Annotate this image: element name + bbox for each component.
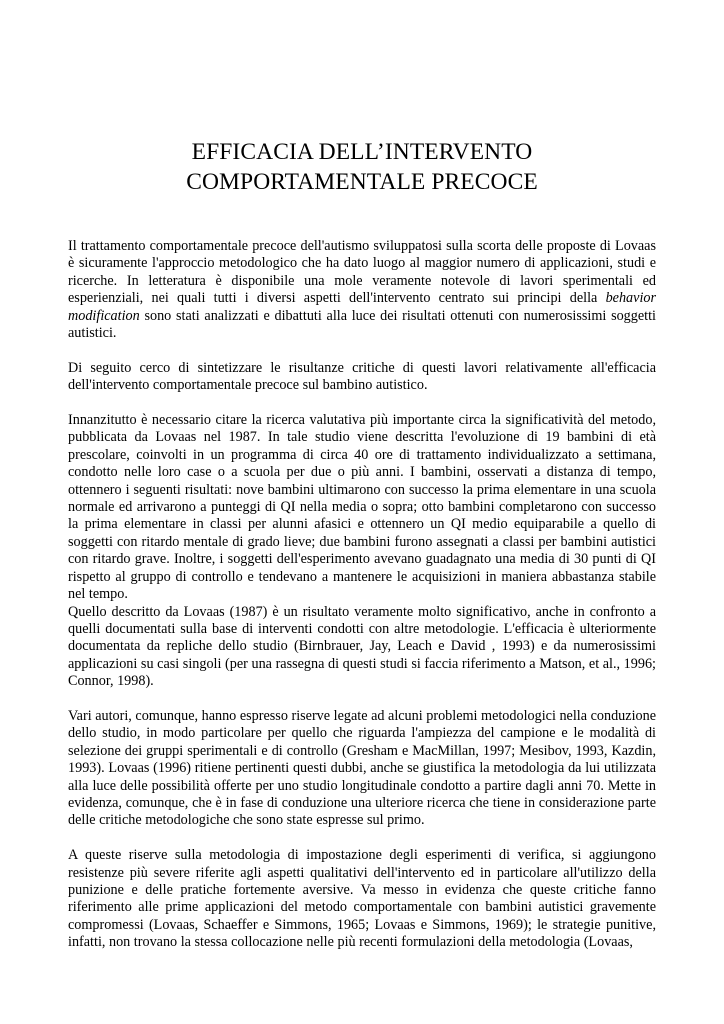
italic-term: behavior modification <box>68 290 656 324</box>
paragraph-intro <box>68 238 656 342</box>
paragraph-lovaas-study: Innanzitutto è necessario citare la ricerca valutativa più importante circa la significatività del metodo, pubblicata da Lovaas nel 1987. In tale studio viene descritta l'evoluzione di 19 bambini di età prescolare, coinvolti in un programma di circa 40 ore di trattamento individualizzato a settimana, condotto nelle loro case o a scuola per due o più anni. I bambini, osservati a distanza di tempo, ottennero i seguenti risultati: nove bambini ultimarono con successo la prima elementare in una scuola normale ed arrivarono a punteggi di QI nella media o sopra; otto bambini completarono con successo la prima elementare in classi per alunni afasici e ottennero un QI medio equiparabile a quello di soggetti con ritardo mentale di grado lieve; due bambini furono assegnati a classi per bambini autistici con ritardo grave. Inoltre, i soggetti dell'esperimento avevano guadagnato una media di 30 punti di QI rispetto al gruppo di controllo e tendevano a mantenere le acquisizioni in maniera abbastanza stabile nel tempo. <box>68 412 656 603</box>
title-line-2: COMPORTAMENTALE PRECOCE <box>186 169 538 195</box>
document-title <box>0 137 724 197</box>
paragraph-summary: Di seguito cerco di sintetizzare le risultanze critiche di questi lavori relativamente all'efficacia dell'intervento comportamentale precoce sul bambino autistico. <box>68 359 656 394</box>
document-body <box>68 238 656 969</box>
paragraph-replications: Quello descritto da Lovaas (1987) è un risultato veramente molto significativo, anche in confronto a quelli documentati sulla base di interventi condotti con altre metodologie. L'efficacia è ulteriormente documentata da repliche dello studio (Birnbrauer, Jay, Leach e David , 1993) e da numerosissimi applicazioni su casi singoli (per una rassegna di questi studi si faccia riferimento a Matson, et al., 1996; Connor, 1998). <box>68 603 656 690</box>
paragraph-aversive-practices: A queste riserve sulla metodologia di impostazione degli esperimenti di verifica, si aggiungono resistenze più severe riferite agli aspetti qualitativi dell'intervento ed in particolare all'utilizzo della punizione e delle pratiche fortemente aversive. Va messo in evidenza che queste critiche fanno riferimento alle prime applicazioni del metodo comportamentale con bambini autistici gravemente compromessi (Lovaas, Schaeffer e Simmons, 1965; Lovaas e Simmons, 1969); le strategie punitive, infatti, non trovano la stessa collocazione nelle più recenti formulazioni della metodologia (Lovaas, <box>68 847 656 951</box>
paragraph-methodological-critiques: Vari autori, comunque, hanno espresso riserve legate ad alcuni problemi metodologici nella conduzione dello studio, in modo particolare per quello che riguarda l'ampiezza del campione e le modalità di selezione dei gruppi sperimentali e di controllo (Gresham e MacMillan, 1997; Mesibov, 1993, Kazdin, 1993). Lovaas (1996) ritiene pertinenti questi dubbi, anche se giustifica la metodologia da lui utilizzata alla luce delle possibilità offerte per uno studio longitudinale condotto a partire dagli anni 70. Mette in evidenza, comunque, che è in fase di conduzione una ulteriore ricerca che tiene in considerazione parte delle critiche metodologiche che sono state espresse sul primo. <box>68 707 656 829</box>
paragraph-intro-text-end: sono stati analizzati e dibattuti alla luce dei risultati ottenuti con numerosissimi soggetti autistici. <box>68 307 656 342</box>
title-line-1: EFFICACIA DELL’INTERVENTO <box>191 139 533 165</box>
paragraph-intro-text: Il trattamento comportamentale precoce dell'autismo sviluppatosi sulla scorta delle proposte di Lovaas è sicuramente l'approccio metodologico che ha dato luogo al maggior numero di applicazioni, studi e ricerche. In letteratura è disponibile una mole veramente notevole di lavori sperimentali ed esperienziali, nei quali tutti i diversi aspetti dell'intervento centrato sui principi della <box>68 238 656 307</box>
